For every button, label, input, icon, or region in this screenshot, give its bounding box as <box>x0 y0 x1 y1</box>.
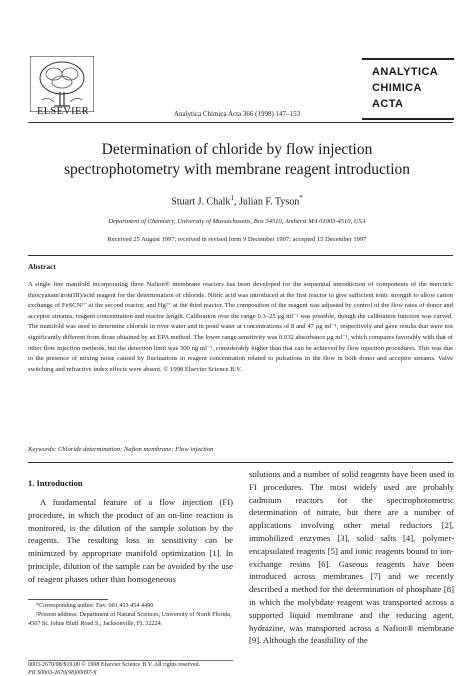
body-paragraph: A fundamental feature of a flow injection (FI) procedure, in which the product of an on-line reaction is monitored, is the dilution of the sample solution by the reagents. The resulting loss in sensitivity can be minimized by appropriate manifold optimization [1]. In principle, dilution of the sample can be avoided by the use of reagent phases other than homogeneous <box>28 497 233 584</box>
keywords-divider <box>28 462 453 463</box>
title-line: Determination of chloride by flow injection <box>101 141 373 158</box>
body-paragraph: solutions and a number of solid reagents have been used in FI procedures. The most widely used are probably cadmium reactors for the spectrophotometric determination of nitrate, but there are a number of applications involving other metal reductors [2], immobilized enzymes [3], solid salts [4], polymer-encapsulated reagents [5] and ionic reagents bound to ion-exchange resins [6]. Gaseous reagents have been introduced across membranes [7] and we recently described a method for the determination of phosphate [8] in which the molybdate reagent was transported across a supported liquid membrane and the reducing agent, hydrazine, was transported across a Nafion® membrane [9]. Although the feasibility of the <box>249 469 454 646</box>
publisher-name: ELSEVIER <box>37 106 89 117</box>
left-column <box>28 496 233 586</box>
abstract-text: A single line manifold incorporating three Nafion® membrane reactors has been developed for the sequential introduction of components of the mercuric thiocyanate/iron(III)/acid reagent for the determination of chloride. Nitric acid was introduced at the first reactor to give sufficient ionic strength to allow cation exchange of FeSCN²⁺ at the second reactor, and Hg²⁺ at the third reactor. The composition of the reagent was adjusted by control of the flow rates of donor and acceptor streams, reagent concentration and reactor length. Calibration over the range 0.3–25 μg ml⁻¹ was possible, though the calibration function was curved. The manifold was used to determine chloride in river water and in pond water at concentrations of 8 and 47 μg ml⁻¹, respectively and gave results that were not significantly different from those obtained by an EPA method. The lower range sensitivity was 0.032 absorbance μg ml⁻¹, which compares favorably with that of other flow injection methods, but the detection limit was 300 ng ml⁻¹, considerably higher than that can be achieved by flow injection procedures. This was due to the presence of mixing noise caused by fluctuations in reagent concentration related to pulsations in the flow in both donor and acceptor streams. Valve switching and refractive index effects were absent. © 1998 Elsevier Science B.V. <box>28 281 453 373</box>
author-footnote-mark: 1 <box>230 194 234 202</box>
journal-title-line: CHIMICA <box>372 82 422 94</box>
footnote: *Corresponding author. Fax: 001 413 454 4490 <box>36 602 154 609</box>
article-title <box>0 140 474 180</box>
affiliation: Department of Chemistry, University of Massachusetts, Box 34510, Amherst MA 01003-4510, USA <box>108 218 366 225</box>
footnotes <box>28 601 233 628</box>
journal-title-line: ACTA <box>372 98 404 110</box>
journal-title-box <box>362 58 454 120</box>
journal-reference: Analytica Chimica Acta 366 (1998) 147–153 <box>173 110 301 118</box>
author-footnote-mark: * <box>299 194 303 202</box>
abstract-heading: Abstract <box>28 262 56 271</box>
author-name: Julian F. Tyson <box>238 196 300 208</box>
article-dates: Received 25 August 1997; received in revised form 9 December 1997; accepted 15 December 1997 <box>107 236 367 243</box>
title-line: spectrophotometry with membrane reagent introduction <box>63 161 411 178</box>
author-separator: , <box>233 196 239 208</box>
author-list <box>0 194 474 207</box>
journal-title-line: ANALYTICA <box>372 66 439 78</box>
abstract-divider <box>28 255 453 256</box>
elsevier-tree-logo <box>30 56 94 112</box>
pii-line: PII S0003-2670(98)00097-X <box>28 670 97 676</box>
header-divider <box>28 122 453 123</box>
copyright-divider <box>28 660 233 661</box>
keywords: Keywords: Chloride determination; Nafion membrane; Flow injection <box>28 446 214 453</box>
footnote-divider <box>28 599 108 600</box>
author-name: Stuart J. Chalk <box>171 196 231 208</box>
copyright-line: 0003-2670/98/$19.00 © 1998 Elsevier Science B.V. All rights reserved. <box>28 662 201 668</box>
right-column <box>249 468 454 647</box>
section-heading: 1. Introduction <box>28 478 83 488</box>
footnote: ¹Present address: Department of Natural Sciences, University of North Florida, 4567 St. Johns Bluff Road S., Jacksonville, FL 32224. <box>28 611 232 627</box>
